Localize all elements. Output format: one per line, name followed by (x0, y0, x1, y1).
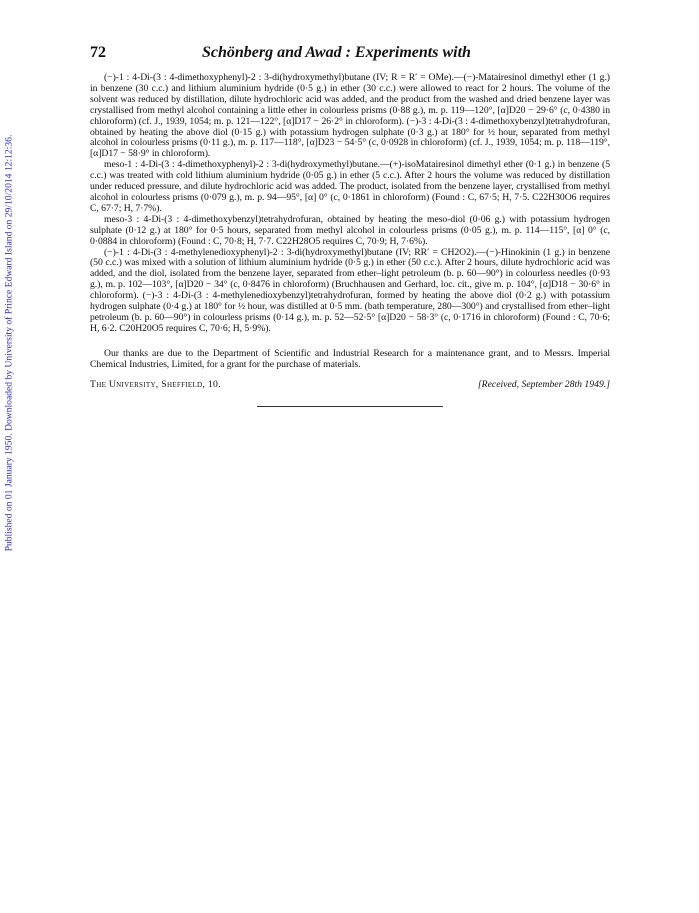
article-footer (90, 379, 610, 390)
running-head: Schönberg and Awad : Experiments with (202, 44, 471, 61)
acknowledgement: Our thanks are due to the Department of Scientific and Industrial Research for a maintenance grant, and to Messrs. Imperial Chemical Industries, Limited, for a grant for the purchase of materials. (90, 347, 610, 370)
paragraph-meso-tetrahydrofuran: meso-3 : 4-Di-(3 : 4-dimethoxybenzyl)tetrahydrofuran, obtained by heating the meso-diol (0·06 g.) with potassium hydrogen sulphate (0·12 g.) at 180° for 0·5 hours, separated from methyl alcohol in colourless prisms (0·05 g.), m. p. 114—115°, [α] 0° (c, 0·0884 in chloroform) (Found : C, 70·8; H, 7·7. C22H28O5 requires C, 70·9; H, 7·6%). (90, 213, 610, 247)
affiliation: The University, Sheffield, 10. (90, 378, 221, 390)
end-rule (257, 406, 443, 407)
page-number: 72 (90, 44, 106, 61)
publication-note: Published on 01 January 1950. Downloaded by University of Prince Edward Island on 29/10/2014 12:12:36. (3, 134, 15, 552)
journal-page (90, 44, 610, 407)
publication-watermark (2, 108, 16, 578)
paragraph-hinokinin-reduction: (−)-1 : 4-Di-(3 : 4-methylenedioxyphenyl)-2 : 3-di(hydroxymethyl)butane (IV; RR′ = CH2O2).—(−)-Hinokinin (1 g.) in benzene (50 c.c.) was mixed with a solution of lithium aluminium hydride (0·5 g.) in ether (50 c.c.). After 2 hours, dilute hydrochloric acid was added, and the diol, isolated from the benzene layer, separated from ether–light petroleum (b. p. 60—90°) in colourless needles (0·93 g.), m. p. 102—103°, [α]D20 − 34° (c, 0·8476 in chloroform) (Bruchhausen and Gerhard, loc. cit., give m. p. 104°, [α]D18 − 30·6° in chloroform). (−)-3 : 4-Di-(3 : 4-methylenedioxybenzyl)tetrahydrofuran, formed by heating the above diol (0·2 g.) with potassium hydrogen sulphate (0·4 g.) at 180° for ½ hour, was distilled at 0·5 mm. (bath temperature, 280—300°) and crystallised from ether–light petroleum (b. p. 60—90°) in colourless prisms (0·14 g.), m. p. 52—52·5° [α]D20 − 58·3° (c, 0·1716 in chloroform) (Found : C, 70·6; H, 6·2. C20H20O5 requires C, 70·6; H, 5·9%). (90, 246, 610, 334)
article-body (90, 73, 610, 371)
paragraph-matairesinol-reduction: (−)-1 : 4-Di-(3 : 4-dimethoxyphenyl)-2 : 3-di(hydroxymethyl)butane (IV; R = R′ = OMe).—(−)-Matairesinol dimethyl ether (1 g.) in benzene (30 c.c.) and lithium aluminium hydride (0·5 g.) in ether (30 c.c.) were allowed to react for 2 hours. The volume of the solvent was reduced by distillation, dilute hydrochloric acid was added, and the product from the washed and dried benzene layer was crystallised from methyl alcohol containing a little ether in colourless prisms (0·88 g.), m. p. 119—120°, [α]D20 − 29·6° (c, 0·4380 in chloroform) (cf. J., 1939, 1054; m. p. 121—122°, [α]D17 − 26·2° in chloroform). (−)-3 : 4-Di-(3 : 4-dimethoxybenzyl)tetrahydrofuran, obtained by heating the above diol (0·15 g.) with potassium hydrogen sulphate (0·3 g.) at 180° for ½ hour, separated from methyl alcohol in colourless prisms (0·11 g.), m. p. 117—118°, [α]D23 − 54·5° (c, 0·0928 in chloroform) (cf. J., 1939, 1054; m. p. 118—119°, [α]D17 − 58·9° in chloroform). (90, 72, 610, 160)
page-header (90, 44, 610, 68)
paragraph-meso-butane: meso-1 : 4-Di-(3 : 4-dimethoxyphenyl)-2 : 3-di(hydroxymethyl)butane.—(+)-isoMatairesinol dimethyl ether (0·1 g.) in benzene (5 c.c.) was treated with cold lithium aluminium hydride (0·05 g.) in ether (5 c.c.). After 2 hours the volume was reduced by distillation under reduced pressure, and dilute hydrochloric acid was added. The product, isolated from the benzene layer, crystallised from methyl alcohol in colourless prisms (0·079 g.), m. p. 94—95°, [α] 0° (c, 0·1861 in chloroform) (Found : C, 67·5; H, 7·5. C22H30O6 requires C, 67·7; H, 7·7%). (90, 159, 610, 214)
received-date: [Received, September 28th 1949.] (477, 378, 610, 390)
